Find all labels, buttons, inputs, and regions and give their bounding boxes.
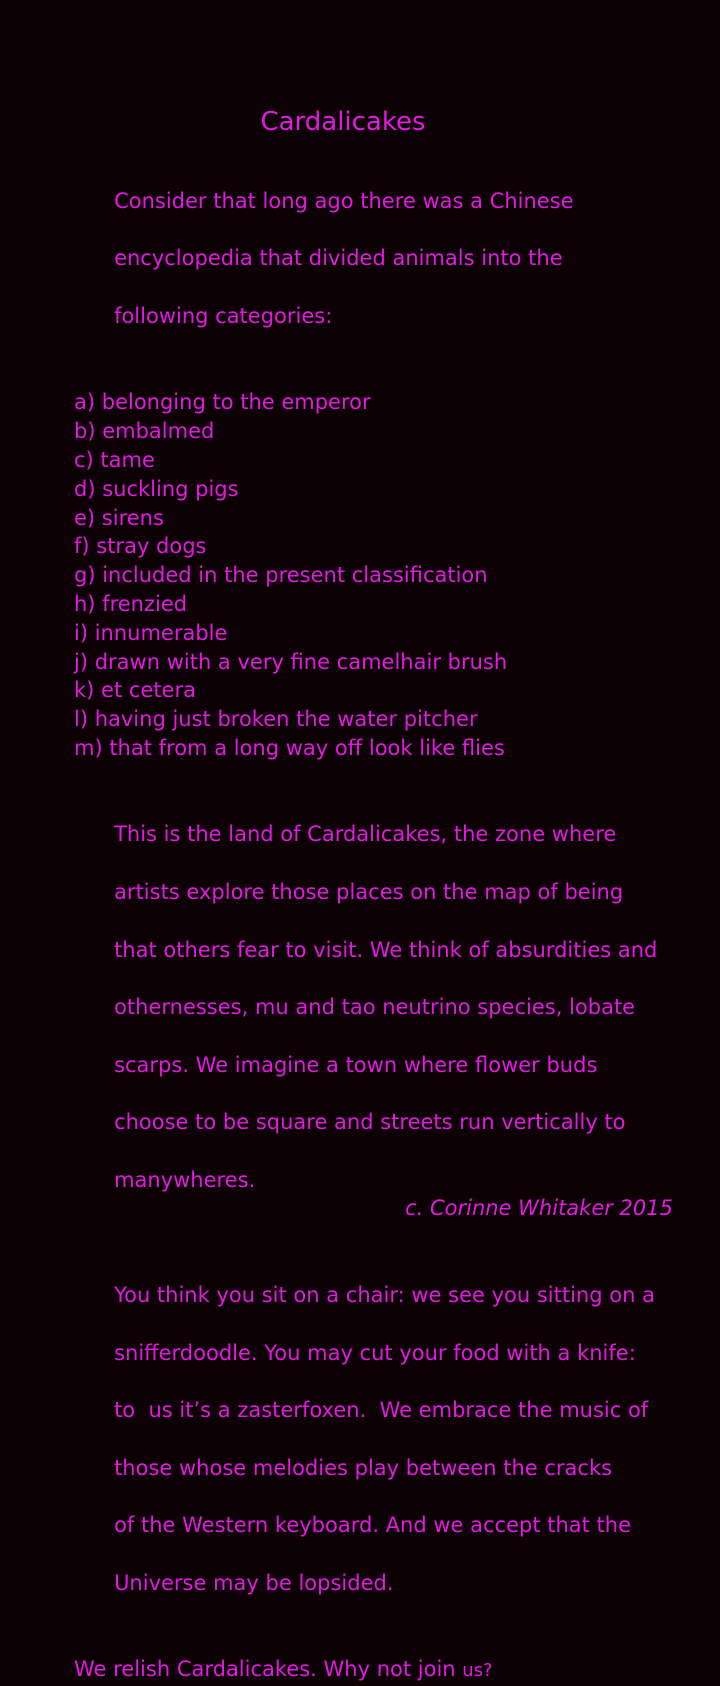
page-title: Cardalicakes <box>260 107 426 137</box>
closing-us: us? <box>462 1660 493 1682</box>
paragraph-line: snifferdoodle. You may cut your food with a knife: <box>114 1340 636 1365</box>
paragraph-line: choose to be square and streets run vertically to <box>114 1110 626 1135</box>
paragraph-line: scarps. We imagine a town where flower buds <box>114 1052 598 1077</box>
paragraph-line: that others fear to visit. We think of absurdities and <box>114 937 658 962</box>
paragraph-line: manywheres. <box>114 1167 256 1192</box>
cardalicakes-paragraph <box>74 792 674 1224</box>
paragraph-line: to us it’s a zasterfoxen. We embrace the music of <box>114 1398 649 1423</box>
intro-paragraph <box>74 158 674 360</box>
paragraph-line: othernesses, mu and tao neutrino species, lobate <box>114 995 636 1020</box>
paragraph-line: artists explore those places on the map of being <box>114 879 624 904</box>
list-item: m) that from a long way off look like flies <box>74 735 505 760</box>
category-list <box>74 388 674 762</box>
paragraph-line: those whose melodies play between the cracks <box>114 1455 613 1480</box>
list-item: a) belonging to the emperor <box>74 390 371 415</box>
spacer <box>74 360 674 389</box>
list-item: b) embalmed <box>74 419 215 444</box>
list-item: c) tame <box>74 447 155 472</box>
spacer <box>74 1627 674 1656</box>
list-item: e) sirens <box>74 505 164 530</box>
spacer <box>74 763 674 792</box>
list-item: j) drawn with a very fine camelhair brush <box>74 649 508 674</box>
poem-body <box>74 158 674 1686</box>
list-item: k) et cetera <box>74 678 196 703</box>
closing-text: We relish Cardalicakes. Why not join <box>74 1657 463 1682</box>
spacer <box>74 1223 674 1252</box>
closing-line <box>74 1655 674 1686</box>
list-item: i) innumerable <box>74 620 228 645</box>
list-item: f) stray dogs <box>74 534 207 559</box>
list-item: d) suckling pigs <box>74 476 239 501</box>
signature: c. Corinne Whitaker 2015 <box>405 1196 673 1220</box>
intro-line-1: Consider that long ago there was a Chinese <box>114 188 574 213</box>
paragraph-line: You think you sit on a chair: we see you sitting on a <box>114 1283 655 1308</box>
chair-paragraph <box>74 1252 674 1626</box>
intro-line-2: encyclopedia that divided animals into the <box>114 246 563 271</box>
list-item: g) included in the present classification <box>74 563 488 588</box>
paragraph-line: of the Western keyboard. And we accept that the <box>114 1513 632 1538</box>
list-item: h) frenzied <box>74 591 188 616</box>
intro-line-3: following categories: <box>114 303 333 328</box>
paragraph-line: Universe may be lopsided. <box>114 1571 394 1596</box>
list-item: l) having just broken the water pitcher <box>74 707 478 732</box>
paragraph-line: This is the land of Cardalicakes, the zone where <box>114 822 617 847</box>
